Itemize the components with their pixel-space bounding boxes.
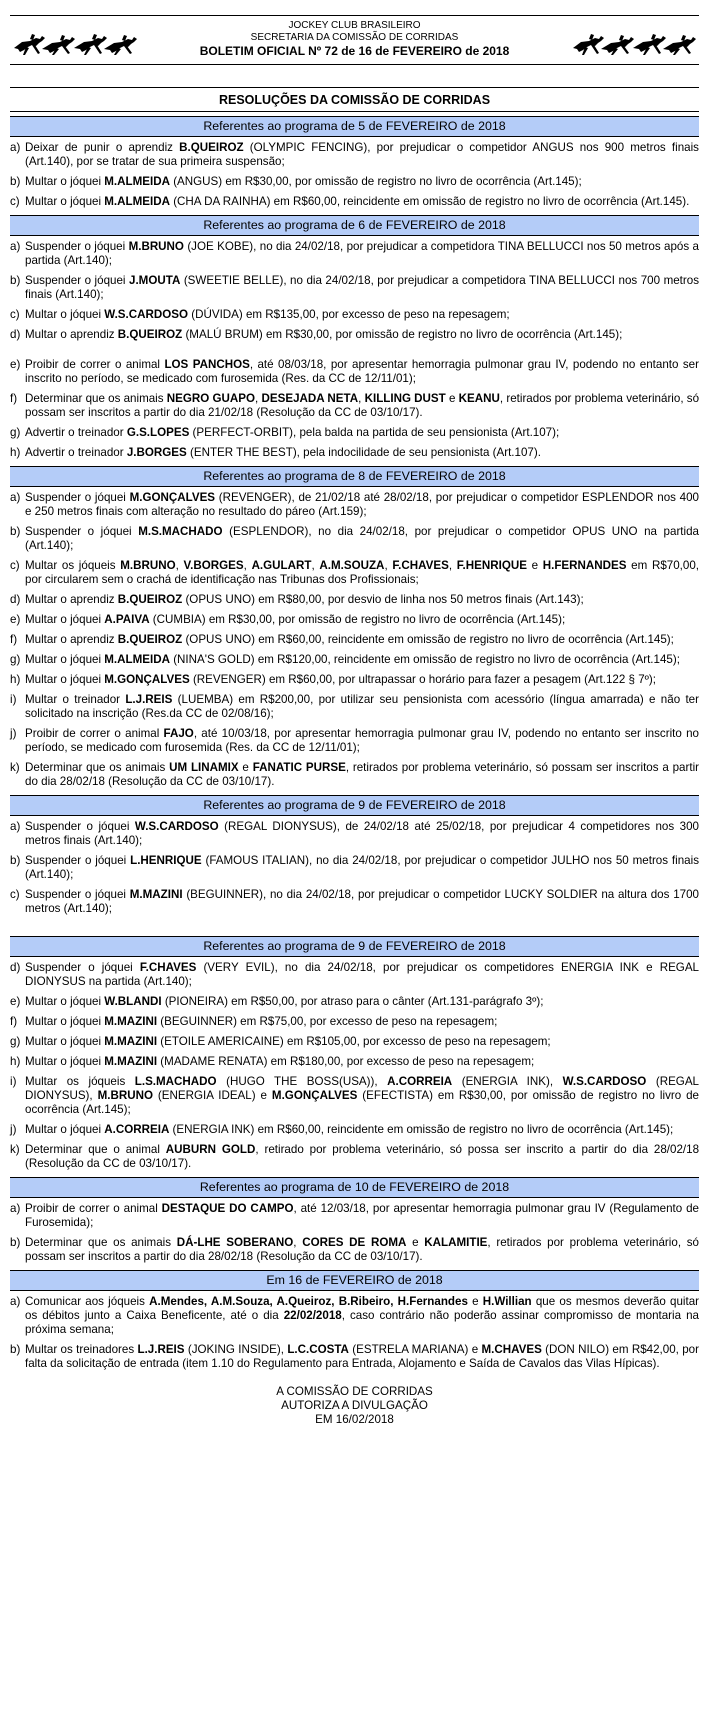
text-run: que os mesmos deverão quitar os débitos junto a Caixa Beneficente, até o dia	[25, 1295, 699, 1322]
text-run: (FAMOUS ITALIAN), no dia 24/02/18, por prejudicar o competidor JULHO nos 50 metros finais (Art.140);	[25, 854, 699, 881]
text-run: (MADAME RENATA) em R$180,00, por excesso de peso na repesagem;	[157, 1055, 535, 1068]
text-run: , retirado por problema veterinário, só possa ser inscrito a partir do dia 28/02/18 (Resolução da CC de 03/10/17).	[25, 1143, 700, 1170]
item-letter: g)	[10, 1035, 21, 1048]
resolution-item	[10, 240, 699, 268]
text-run: (VERY EVIL), no dia 24/02/18, por prejudicar os competidores ENERGIA INK e REGAL DIONYSUS na partida (Art.140);	[25, 961, 699, 988]
resolution-item	[10, 1236, 699, 1264]
text-run: (ENERGIA INK) em R$60,00, reincidente em omissão de registro no livro de ocorrência (Art.145);	[169, 1123, 674, 1136]
resolution-item	[10, 559, 699, 587]
program-section-heading: Em 16 de FEVEREIRO de 2018	[10, 1270, 699, 1291]
text-run: (EFECTISTA) em R$30,00, por omissão de registro no livro de ocorrência (Art.145);	[25, 1089, 700, 1116]
text-run: Multar o jóquei	[25, 308, 105, 321]
item-letter: a)	[10, 240, 21, 253]
bold-name: A.Mendes, A.M.Souza, A.Queiroz, B.Ribeiro, H.Fernandes	[149, 1295, 468, 1308]
text-run: (REVENGER) em R$60,00, por ultrapassar o horário para fazer a pesagem (Art.122 § 7º);	[189, 673, 656, 686]
bold-name: FANATIC PURSE	[252, 761, 346, 774]
resolution-item	[10, 446, 699, 460]
sections-container	[10, 116, 699, 1371]
resolution-item	[10, 673, 699, 687]
item-text	[25, 491, 699, 519]
bold-name: M.MAZINI	[104, 1035, 158, 1048]
resolution-item	[10, 274, 699, 302]
bold-name: DESEJADA NETA	[261, 392, 359, 405]
text-run: , até 08/03/18, por apresentar hemorragia pulmonar grau IV, podendo no entanto ser inscrito no período, se medicado com furosemida (Res. da CC de 12/11/01);	[25, 358, 699, 385]
bold-name: J.BORGES	[126, 446, 187, 459]
item-letter: f)	[10, 1015, 18, 1028]
closing-statement	[10, 1385, 699, 1427]
text-run: (CUMBIA) em R$30,00, por omissão de registro no livro de ocorrência (Art.145);	[149, 613, 566, 626]
bold-name: B.QUEIROZ	[117, 328, 183, 341]
text-run: Multar o jóquei	[25, 673, 105, 686]
text-run: (ENERGIA IDEAL) e	[152, 1089, 272, 1102]
item-letter: e)	[10, 613, 21, 626]
program-section-heading: Referentes ao programa de 9 de FEVEREIRO de 2018	[10, 795, 699, 816]
text-run: Multar o jóquei	[25, 653, 105, 666]
item-letter: d)	[10, 328, 21, 341]
text-run: Suspender o jóquei	[25, 961, 140, 974]
resolution-item	[10, 426, 699, 440]
text-run: Suspender o jóquei	[25, 820, 135, 833]
text-run: ,	[311, 559, 320, 572]
bold-name: LOS PANCHOS	[164, 358, 250, 371]
resolution-item	[10, 820, 699, 848]
item-text	[25, 673, 699, 687]
resolution-item	[10, 633, 699, 647]
bold-name: UM LINAMIX	[169, 761, 239, 774]
bold-name: DÁ-LHE SOBERANO	[176, 1236, 294, 1249]
bold-name: M.GONÇALVES	[104, 673, 190, 686]
text-run: (DON NILO) em R$42,00, por falta da solicitação de entrada (item 1.10 do Regulamento para Entrada, Alojamento e Saída de Cavalos das Vilas Hípicas).	[25, 1343, 699, 1370]
item-letter: b)	[10, 854, 21, 867]
bold-name: M.MAZINI	[104, 1055, 158, 1068]
item-text	[25, 633, 699, 647]
text-run: Multar os jóqueis	[25, 559, 121, 572]
item-text	[25, 240, 699, 268]
bold-name: M.ALMEIDA	[104, 195, 170, 208]
item-letter: c)	[10, 308, 20, 321]
bold-name: F.HENRIQUE	[456, 559, 527, 572]
text-run: ,	[358, 392, 365, 405]
text-run: e	[467, 1295, 483, 1308]
text-run: , até 10/03/18, por apresentar hemorragia pulmonar grau IV, podendo no entanto ser inscrito no período, se medicado com furosemida (Res. da CC de 12/11/01);	[25, 727, 699, 754]
bold-name: L.HENRIQUE	[130, 854, 202, 867]
bold-name: M.BRUNO	[120, 559, 176, 572]
item-letter: b)	[10, 1236, 21, 1249]
item-text	[25, 593, 699, 607]
text-run: (REVENGER), de 21/02/18 até 28/02/18, por prejudicar o competidor ESPLENDOR nos 400 e 250 metros finais com alteração no resultado do páreo (Art.159);	[25, 491, 699, 518]
item-letter: f)	[10, 633, 18, 646]
resolution-item	[10, 653, 699, 667]
bold-name: H.Willian	[482, 1295, 532, 1308]
resolution-item	[10, 392, 699, 420]
resolution-item	[10, 727, 699, 755]
item-text	[25, 392, 699, 420]
item-text	[25, 1035, 699, 1049]
resolution-item	[10, 613, 699, 627]
item-text	[25, 141, 699, 169]
item-text	[25, 854, 699, 882]
bold-name: M.ALMEIDA	[104, 175, 170, 188]
item-text	[25, 328, 699, 342]
text-run: Multar o jóquei	[25, 175, 105, 188]
resolution-item	[10, 195, 699, 209]
resolution-item	[10, 491, 699, 519]
resolution-item	[10, 1123, 699, 1137]
item-letter: b)	[10, 274, 21, 287]
item-text	[25, 274, 699, 302]
item-letter: a)	[10, 820, 21, 833]
text-run: Proibir de correr o animal	[25, 358, 165, 371]
bold-name: M.GONÇALVES	[271, 1089, 358, 1102]
bold-name: M.MAZINI	[129, 888, 183, 901]
text-run: Suspender o jóquei	[25, 240, 129, 253]
bulletin-title: BOLETIM OFICIAL Nº 72 de 16 de FEVEREIRO de 2018	[199, 44, 510, 58]
racing-horses-icon	[571, 30, 697, 56]
item-letter: k)	[10, 761, 20, 774]
text-run: Determinar que os animais	[25, 1236, 177, 1249]
text-run: Proibir de correr o animal	[25, 727, 164, 740]
bold-name: FAJO	[163, 727, 194, 740]
item-text	[25, 175, 699, 189]
text-run: e	[238, 761, 253, 774]
text-run: Advertir o treinador	[25, 426, 127, 439]
bold-name: G.S.LOPES	[126, 426, 190, 439]
item-text	[25, 613, 699, 627]
item-text	[25, 1055, 699, 1069]
item-text	[25, 195, 699, 209]
item-text	[25, 1202, 699, 1230]
resolution-item	[10, 525, 699, 553]
item-letter: h)	[10, 1055, 21, 1068]
bold-name: A.CORREIA	[104, 1123, 170, 1136]
organization-name: JOCKEY CLUB BRASILEIRO	[288, 20, 421, 31]
bold-name: V.BORGES	[183, 559, 244, 572]
closing-line-1: A COMISSÃO DE CORRIDAS	[276, 1385, 433, 1398]
text-run: Multar o jóquei	[25, 1123, 105, 1136]
text-run: Determinar que o animal	[25, 1143, 166, 1156]
item-letter: g)	[10, 426, 21, 439]
text-run: ,	[243, 559, 252, 572]
text-run: ,	[255, 392, 262, 405]
resolution-item	[10, 1143, 699, 1171]
item-letter: a)	[10, 491, 21, 504]
item-text	[25, 1295, 699, 1337]
item-letter: c)	[10, 559, 20, 572]
text-run: Determinar que os animais	[25, 392, 167, 405]
text-run: (ENTER THE BEST), pela indocilidade de seu pensionista (Art.107).	[186, 446, 541, 459]
item-text	[25, 1236, 699, 1264]
item-text	[25, 1015, 699, 1029]
resolution-item	[10, 1035, 699, 1049]
text-run: (MALÚ BRUM) em R$30,00, por omissão de registro no livro de ocorrência (Art.145);	[182, 328, 623, 341]
text-run: e	[526, 559, 543, 572]
resolution-item	[10, 995, 699, 1009]
bold-name: B.QUEIROZ	[179, 141, 244, 154]
item-letter: d)	[10, 961, 21, 974]
text-run: ,	[175, 559, 184, 572]
bold-name: F.CHAVES	[139, 961, 197, 974]
resolution-item	[10, 693, 699, 721]
bold-name: W.S.CARDOSO	[562, 1075, 647, 1088]
resolution-item	[10, 1055, 699, 1069]
text-run: , retirados por problema veterinário, só possam ser inscritos a partir do dia 28/02/18 (Resolução da CC de 03/10/17).	[25, 1236, 700, 1263]
bold-name: M.BRUNO	[97, 1089, 153, 1102]
item-letter: k)	[10, 1143, 20, 1156]
text-run: Deixar de punir o aprendiz	[25, 141, 180, 154]
item-letter: a)	[10, 141, 21, 154]
text-run: Suspender o jóquei	[25, 854, 131, 867]
bold-name: F.CHAVES	[392, 559, 449, 572]
item-text	[25, 308, 699, 322]
bold-name: A.CORREIA	[387, 1075, 453, 1088]
item-text	[25, 888, 699, 916]
text-run: Multar o jóquei	[25, 195, 105, 208]
resolution-item	[10, 175, 699, 189]
item-text	[25, 1075, 699, 1117]
text-run: (BEGUINNER) em R$75,00, por excesso de peso na repesagem;	[157, 1015, 498, 1028]
racing-horses-icon	[12, 30, 138, 56]
item-text	[25, 1143, 699, 1171]
resolution-item	[10, 141, 699, 169]
item-text	[25, 820, 699, 848]
text-run: e	[406, 1236, 425, 1249]
closing-line-2: AUTORIZA A DIVULGAÇÃO	[281, 1399, 428, 1412]
resolution-item	[10, 961, 699, 989]
program-section-heading: Referentes ao programa de 8 de FEVEREIRO de 2018	[10, 466, 699, 487]
resolution-item	[10, 328, 699, 342]
text-run: Suspender o jóquei	[25, 525, 139, 538]
program-section-heading: Referentes ao programa de 9 de FEVEREIRO de 2018	[10, 936, 699, 957]
bold-name: A.M.SOUZA	[319, 559, 385, 572]
resolution-item	[10, 761, 699, 789]
resolutions-title: RESOLUÇÕES DA COMISSÃO DE CORRIDAS	[218, 93, 491, 107]
text-run: Multar o treinador	[25, 693, 126, 706]
bold-name: AUBURN GOLD	[165, 1143, 256, 1156]
text-run: , até 12/03/18, por apresentar hemorragia pulmonar grau IV (Regulamento de Furosemida);	[25, 1202, 699, 1229]
text-run: Suspender o jóquei	[25, 491, 130, 504]
item-letter: b)	[10, 175, 21, 188]
text-run: Multar os jóqueis	[25, 1075, 135, 1088]
text-run: e	[445, 392, 459, 405]
bold-name: NEGRO GUAPO	[166, 392, 256, 405]
text-run: (DÚVIDA) em R$135,00, por excesso de peso na repesagem;	[188, 308, 510, 321]
text-run: (JOE KOBE), no dia 24/02/18, por prejudicar a competidora TINA BELLUCCI nos 50 metros após a partida (Art.140);	[25, 240, 699, 267]
text-run: Advertir o treinador	[25, 446, 127, 459]
title-rule-bottom	[10, 111, 699, 112]
bold-name: CORES DE ROMA	[302, 1236, 407, 1249]
resolution-item	[10, 1202, 699, 1230]
item-letter: e)	[10, 358, 21, 371]
text-run: Suspender o jóquei	[25, 888, 130, 901]
item-letter: h)	[10, 673, 21, 686]
resolution-item	[10, 1015, 699, 1029]
text-run: (ESPLENDOR), no dia 24/02/18, por prejudicar o competidor OPUS UNO na partida (Art.140);	[25, 525, 699, 552]
bold-name: M.S.MACHADO	[138, 525, 223, 538]
item-letter: i)	[10, 693, 17, 706]
text-run: Multar os treinadores	[25, 1343, 138, 1356]
bold-name: W.BLANDI	[104, 995, 162, 1008]
text-run: Multar o jóquei	[25, 1035, 105, 1048]
item-letter: j)	[10, 727, 17, 740]
text-run: ,	[384, 559, 393, 572]
program-section-heading: Referentes ao programa de 5 de FEVEREIRO de 2018	[10, 116, 699, 137]
bold-name: A.GULART	[251, 559, 312, 572]
text-run: , retirados por problema veterinário, só possam ser inscritos a partir do dia 21/02/18 (Resolução da CC de 03/10/17).	[25, 392, 700, 419]
text-run: (ESTRELA MARIANA) e	[348, 1343, 482, 1356]
text-run: , retirados por problema veterinário, só possam ser inscritos a partir do dia 28/02/18 (Resolução da CC de 03/10/17).	[25, 761, 700, 788]
bold-name: M.CHAVES	[481, 1343, 542, 1356]
bold-name: M.MAZINI	[104, 1015, 158, 1028]
item-text	[25, 761, 699, 789]
text-run: (NINA'S GOLD) em R$120,00, reincidente em omissão de registro no livro de ocorrência (Art.145);	[169, 653, 680, 666]
text-run: Determinar que os animais	[25, 761, 170, 774]
bold-name: L.J.REIS	[137, 1343, 185, 1356]
text-run: (REGAL DIONYSUS), de 24/02/18 até 25/02/18, por prejudicar 4 competidores nos 300 metros finais (Art.140);	[25, 820, 699, 847]
item-letter: a)	[10, 1295, 21, 1308]
item-text	[25, 1343, 699, 1371]
item-text	[25, 358, 699, 386]
bold-name: L.S.MACHADO	[134, 1075, 217, 1088]
item-text	[25, 1123, 699, 1137]
bold-name: M.GONÇALVES	[129, 491, 216, 504]
item-letter: b)	[10, 525, 21, 538]
bold-name: W.S.CARDOSO	[104, 308, 189, 321]
bold-name: M.ALMEIDA	[104, 653, 170, 666]
bold-name: DESTAQUE DO CAMPO	[161, 1202, 294, 1215]
resolution-item	[10, 1295, 699, 1337]
text-run: (ANGUS) em R$30,00, por omissão de registro no livro de ocorrência (Art.145);	[169, 175, 582, 188]
item-letter: b)	[10, 1343, 21, 1356]
bold-name: B.QUEIROZ	[117, 633, 183, 646]
bulletin-page	[10, 15, 699, 1427]
bold-name: L.J.REIS	[125, 693, 173, 706]
item-letter: e)	[10, 995, 21, 1008]
bold-name: H.FERNANDES	[542, 559, 627, 572]
item-text	[25, 693, 699, 721]
text-run: Suspender o jóquei	[25, 274, 129, 287]
text-run: (PERFECT-ORBIT), pela balda na partida de seu pensionista (Art.107);	[189, 426, 560, 439]
resolution-item	[10, 308, 699, 322]
item-text	[25, 426, 699, 440]
bold-name: KILLING DUST	[364, 392, 446, 405]
item-letter: h)	[10, 446, 21, 459]
text-run: (OPUS UNO) em R$60,00, reincidente em omissão de registro no livro de ocorrência (Art.145);	[182, 633, 674, 646]
text-run: (JOKING INSIDE),	[184, 1343, 288, 1356]
text-run: ,	[448, 559, 457, 572]
resolution-item	[10, 1343, 699, 1371]
item-letter: i)	[10, 1075, 17, 1088]
text-run: (OPUS UNO) em R$80,00, por desvio de linha nos 50 metros finais (Art.143);	[182, 593, 584, 606]
resolution-item	[10, 358, 699, 386]
item-text	[25, 559, 699, 587]
item-letter: a)	[10, 1202, 21, 1215]
item-text	[25, 446, 699, 460]
bold-name: KEANU	[458, 392, 500, 405]
bold-name: M.BRUNO	[128, 240, 184, 253]
text-run: Multar o jóquei	[25, 1015, 105, 1028]
closing-line-3: EM 16/02/2018	[315, 1413, 394, 1426]
resolution-item	[10, 888, 699, 916]
item-text	[25, 995, 699, 1009]
resolution-item	[10, 1075, 699, 1117]
bold-name: J.MOUTA	[129, 274, 181, 287]
text-run: (OLYMPIC FENCING), por prejudicar o competidor ANGUS nos 900 metros finais (Art.140), por se tratar de sua primeira suspensão;	[25, 141, 699, 168]
resolution-item	[10, 854, 699, 882]
text-run: (LUEMBA) em R$200,00, por utilizar seu pensionista com acessório (língua amarrada) e não ter solicitado na inscrição (Res.da CC de 02/08/16);	[25, 693, 699, 720]
text-run: (REGAL DIONYSUS),	[25, 1075, 699, 1102]
text-run: Multar o aprendiz	[25, 328, 118, 341]
text-run: (PIONEIRA) em R$50,00, por atraso para o cânter (Art.131-parágrafo 3º);	[161, 995, 544, 1008]
text-run: (ENERGIA INK),	[452, 1075, 563, 1088]
bold-name: KALAMITIE	[424, 1236, 488, 1249]
text-run: (ETOILE AMERICAINE) em R$105,00, por excesso de peso na repesagem;	[157, 1035, 551, 1048]
program-section-heading: Referentes ao programa de 6 de FEVEREIRO de 2018	[10, 215, 699, 236]
bold-name: A.PAIVA	[104, 613, 150, 626]
text-run: (HUGO THE BOSS(USA)),	[216, 1075, 388, 1088]
bold-name: L.C.COSTA	[287, 1343, 349, 1356]
text-run: ,	[293, 1236, 303, 1249]
item-letter: f)	[10, 392, 18, 405]
text-run: Multar o jóquei	[25, 995, 105, 1008]
item-letter: c)	[10, 195, 20, 208]
item-letter: d)	[10, 593, 21, 606]
item-text	[25, 525, 699, 553]
text-run: Multar o aprendiz	[25, 633, 118, 646]
text-run: Multar o jóquei	[25, 1055, 105, 1068]
department-name: SECRETARIA DA COMISSÃO DE CORRIDAS	[250, 32, 459, 43]
resolution-item	[10, 593, 699, 607]
item-text	[25, 727, 699, 755]
bulletin-header	[10, 16, 699, 64]
bold-name: W.S.CARDOSO	[134, 820, 219, 833]
item-text	[25, 961, 699, 989]
item-text	[25, 653, 699, 667]
item-letter: g)	[10, 653, 21, 666]
text-run: Multar o aprendiz	[25, 593, 118, 606]
bold-name: B.QUEIROZ	[117, 593, 183, 606]
text-run: , caso contrário não poderão assinar compromisso de montaria na próxima semana;	[25, 1309, 699, 1336]
text-run: (SWEETIE BELLE), no dia 24/02/18, por prejudicar a competidora TINA BELLUCCI nos 700 metros finais (Art.140);	[25, 274, 699, 301]
text-run: Multar o jóquei	[25, 613, 105, 626]
text-run: Proibir de correr o animal	[25, 1202, 162, 1215]
item-letter: c)	[10, 888, 20, 901]
text-run: (BEGUINNER), no dia 24/02/18, por prejudicar o competidor LUCKY SOLDIER na altura dos 1700 metros (Art.140);	[25, 888, 699, 915]
bold-name: 22/02/2018	[283, 1309, 342, 1322]
program-section-heading: Referentes ao programa de 10 de FEVEREIRO de 2018	[10, 1177, 699, 1198]
item-letter: j)	[10, 1123, 17, 1136]
text-run: em R$70,00, por circularem sem o crachá de identificação nas Tribunas dos Profissionais;	[25, 559, 700, 586]
text-run: Comunicar aos jóqueis	[25, 1295, 150, 1308]
text-run: (CHA DA RAINHA) em R$60,00, reincidente em omissão de registro no livro de ocorrência (Art.145).	[169, 195, 690, 208]
